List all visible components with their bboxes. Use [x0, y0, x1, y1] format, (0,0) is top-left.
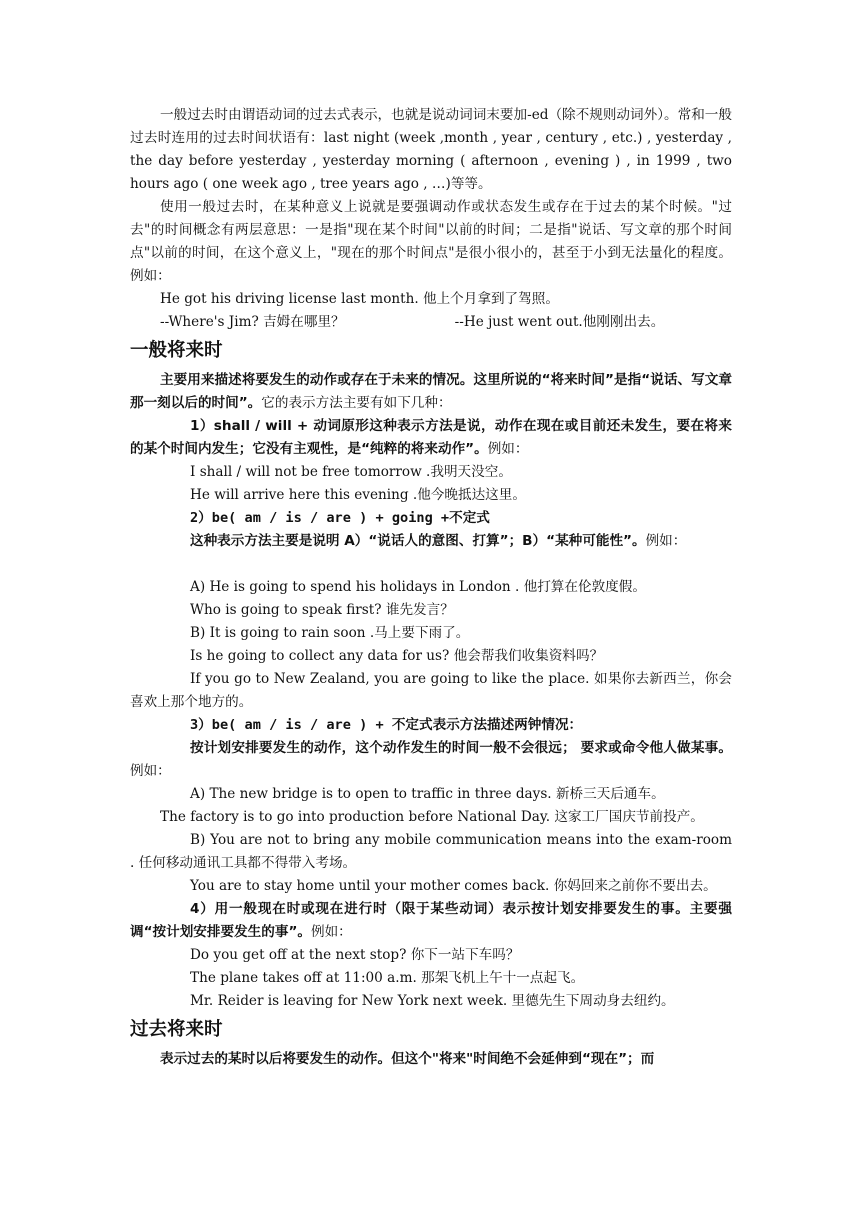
example-not-free: I shall / will not be free tomorrow .我明天没空。	[190, 464, 512, 480]
present-for-future-normal: 例如：	[311, 924, 352, 940]
example-next-stop: Do you get off at the next stop? 你下一站下车吗？	[190, 947, 520, 963]
heading-be-going-to: 2）be( am / is / are ) + going +不定式	[190, 510, 490, 526]
future-intro-bold: 主要用来描述将要发生的动作或存在于未来的情况。这里所说的“将来时间”是指“说话、写文章那一刻以后的时间”。	[130, 372, 732, 411]
example-reider: Mr. Reider is leaving for New York next week. 里德先生下周动身去纽约。	[190, 993, 675, 1009]
shall-will-normal: 例如：	[487, 441, 529, 457]
paragraph-simple-past-usage: 使用一般过去时，在某种意义上说就是要强调动作或状态发生或存在于过去的某个时候。"过去"的时间概念有两层意思：一是指"现在某个时间"以前的时间；二是指"说话、写文章的那个时间点"以前的时间，在这个意义上，"现在的那个时间点"是很小很小的，甚至于小到无法量化的程度。例如：	[130, 199, 732, 284]
example-mobile-devices: B) You are not to bring any mobile communication means into the exam-room . 任何移动通讯工具都不得带入考场。	[130, 832, 732, 871]
heading-simple-future: 一般将来时	[130, 340, 223, 361]
present-for-future-bold: 4）用一般现在时或现在进行时（限于某些动词）表示按计划安排要发生的事。主要强调“按计划安排要发生的事”。	[130, 901, 732, 940]
paragraph-present-for-future	[130, 898, 732, 944]
be-going-to-bold: 这种表示方法主要是说明 A）“说话人的意图、打算”；B）“某种可能性”。	[190, 533, 646, 549]
example-holidays-london: A) He is going to spend his holidays in London . 他打算在伦敦度假。	[190, 579, 646, 595]
document-body	[130, 104, 732, 1071]
example-answer: --He just went out.他刚刚出去。	[454, 314, 665, 330]
be-to-normal: 例如：	[130, 763, 171, 779]
blank-line	[130, 553, 732, 576]
paragraph-be-going-to	[130, 530, 732, 553]
example-factory: The factory is to go into production before National Day. 这家工厂国庆节前投产。	[160, 809, 704, 825]
be-going-to-normal: 例如：	[645, 533, 687, 549]
heading-past-future: 过去将来时	[130, 1019, 223, 1040]
example-question: --Where's Jim? 吉姆在哪里？	[160, 314, 345, 330]
example-stay-home: You are to stay home until your mother comes back. 你妈回来之前你不要出去。	[190, 878, 717, 894]
heading-be-to: 3）be( am / is / are ) + 不定式表示方法描述两钟情况：	[190, 717, 583, 733]
paragraph-future-intro	[130, 369, 732, 415]
example-where-is-jim	[130, 311, 732, 334]
paragraph-past-future-intro	[130, 1048, 732, 1071]
example-plane: The plane takes off at 11:00 a.m. 那架飞机上午十一点起飞。	[190, 970, 585, 986]
example-speak-first: Who is going to speak first? 谁先发言？	[190, 602, 454, 618]
future-intro-normal: 它的表示方法主要有如下几种：	[261, 395, 452, 411]
example-driving-license: He got his driving license last month. 他上个月拿到了驾照。	[160, 291, 559, 307]
example-new-zealand: If you go to New Zealand, you are going to like the place. 如果你去新西兰，你会喜欢上那个地方的。	[130, 671, 732, 710]
shall-will-bold: 1）shall / will + 动词原形这种表示方法是说，动作在现在或目前还未发生，要在将来的某个时间内发生；它没有主观性，是“纯粹的将来动作”。	[130, 418, 732, 457]
example-arrive-evening: He will arrive here this evening .他今晚抵达这里。	[190, 487, 526, 503]
past-future-bold: 表示过去的某时以后将要发生的动作。但这个"将来"时间绝不会延伸到“现在”；而	[160, 1051, 655, 1067]
example-collect-data: Is he going to collect any data for us? 他会帮我们收集资料吗？	[190, 648, 604, 664]
example-new-bridge: A) The new bridge is to open to traffic in three days. 新桥三天后通车。	[190, 786, 665, 802]
paragraph-simple-past-definition: 一般过去时由谓语动词的过去式表示，也就是说动词词末要加-ed（除不规则动词外）。常和一般过去时连用的过去时间状语有：last night (week ,month , year , century , etc.) , yesterday , the day before yesterday , yesterday morning ( afternoon , evening ) , in 1999 , two hours ago ( one week ago , tree years ago , …)等等。	[130, 107, 732, 192]
paragraph-be-to	[130, 737, 732, 783]
example-rain-soon: B) It is going to rain soon .马上要下雨了。	[190, 625, 470, 641]
paragraph-shall-will	[130, 415, 732, 461]
be-to-bold: 按计划安排要发生的动作，这个动作发生的时间一般不会很远； 要求或命令他人做某事。	[190, 740, 732, 756]
